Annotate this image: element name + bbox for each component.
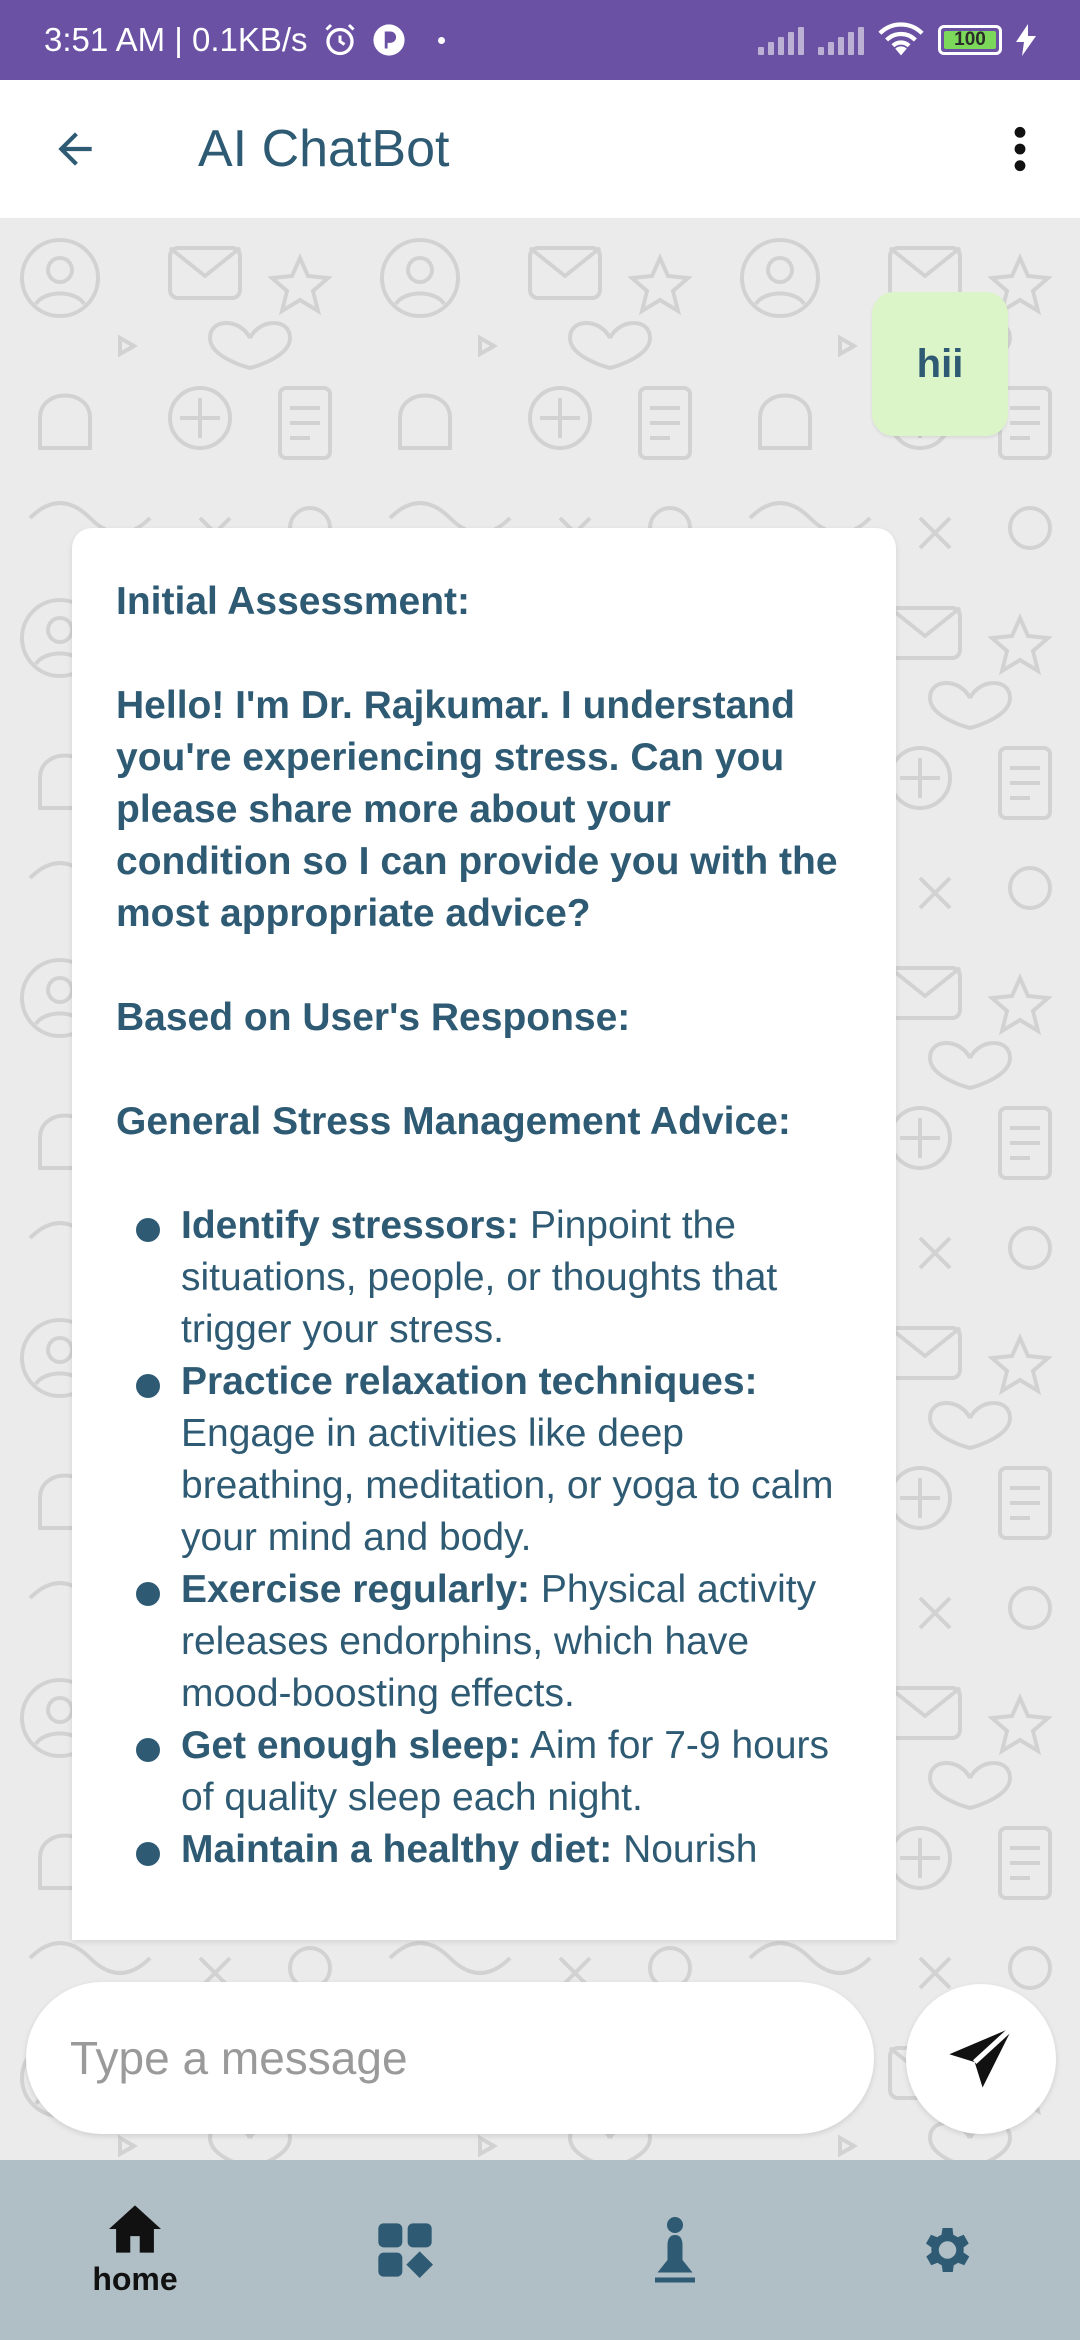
status-time: 3:51 AM | 0.1KB/s (44, 21, 308, 58)
initial-assessment-heading: Initial Assessment: (116, 580, 471, 623)
advice-item-title: Maintain a healthy diet: (181, 1828, 613, 1871)
chat-area[interactable] (0, 218, 1080, 2160)
meditation-icon (649, 2215, 701, 2285)
battery-icon (938, 25, 1002, 55)
bot-message-bubble (72, 528, 896, 1940)
nav-apps[interactable] (270, 2160, 540, 2340)
user-message-bubble (872, 292, 1008, 436)
advice-item (116, 1720, 854, 1824)
advice-item-text: Physical activity releases endorphins, which have mood-boosting effects. (181, 1568, 817, 1715)
advice-item-title: Practice relaxation techniques: (181, 1360, 758, 1403)
alarm-icon (322, 22, 358, 58)
signal-icon-2 (818, 25, 864, 55)
wifi-icon (878, 22, 924, 58)
battery-level: 100 (954, 29, 986, 50)
advice-item (116, 1200, 854, 1356)
nav-home[interactable] (0, 2160, 270, 2340)
advice-item (116, 1356, 854, 1564)
bot-intro-text: Hello! I'm Dr. Rajkumar. I understand you're experiencing stress. Can you please share more about your condition so I can provide you with the most appropriate advice? (116, 684, 838, 935)
signal-icon (758, 25, 804, 55)
user-message-text: hii (916, 341, 964, 386)
advice-item (116, 1564, 854, 1720)
charging-icon (1016, 24, 1036, 56)
app-bar (0, 80, 1080, 218)
advice-item-title: Get enough sleep: (181, 1724, 522, 1767)
advice-heading: General Stress Management Advice: (116, 1100, 791, 1143)
status-bar (0, 0, 1080, 80)
advice-item-title: Identify stressors: (181, 1204, 520, 1247)
nav-meditation[interactable] (540, 2160, 810, 2340)
advice-list (116, 1200, 854, 1876)
nav-home-label: home (92, 2260, 178, 2297)
message-input-placeholder: Type a message (70, 2032, 408, 2084)
back-arrow-icon (50, 124, 100, 174)
settings-icon (915, 2220, 975, 2280)
response-heading: Based on User's Response: (116, 996, 631, 1039)
app-notification-icon (372, 23, 406, 57)
home-icon (106, 2203, 164, 2255)
advice-item-text: Pinpoint the situations, people, or thoughts that trigger your stress. (181, 1204, 778, 1351)
back-button[interactable] (0, 80, 150, 218)
apps-icon (373, 2218, 437, 2282)
advice-item-text: Engage in activities like deep breathing, meditation, or yoga to calm your mind and body. (181, 1412, 834, 1559)
app-title: AI ChatBot (198, 120, 450, 178)
advice-item-title: Exercise regularly: (181, 1568, 531, 1611)
message-input[interactable] (26, 1982, 874, 2134)
advice-item (116, 1824, 854, 1876)
send-icon (943, 2021, 1019, 2097)
send-button[interactable] (906, 1984, 1056, 2134)
bottom-navigation (0, 2160, 1080, 2340)
advice-item-text: Aim for 7-9 hours of quality sleep each night. (181, 1724, 829, 1819)
notification-dot-icon (438, 37, 445, 44)
more-options-button[interactable] (980, 80, 1060, 218)
more-vert-icon (1012, 124, 1028, 174)
advice-item-text: Nourish (612, 1828, 758, 1871)
nav-settings[interactable] (810, 2160, 1080, 2340)
